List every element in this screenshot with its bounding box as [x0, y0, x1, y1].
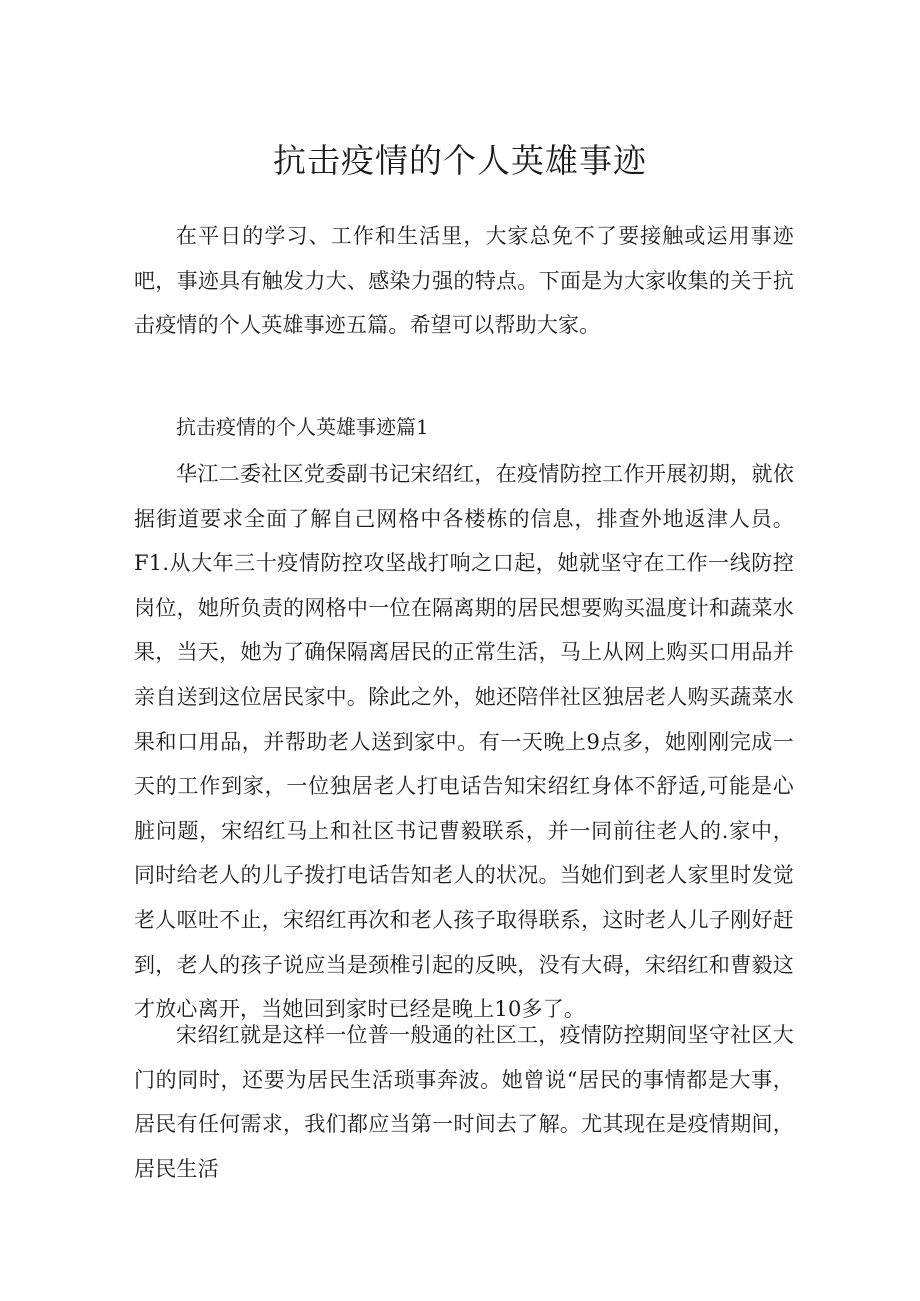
- body-paragraph-2: 宋绍红就是这样一位普一般通的社区工，疫情防控期间坚守社区大门的同时，还要为居民生活琐事奔波。她曾说“居民的事情都是大事，居民有任何需求，我们都应当第一时间去了解。尤其现在是疫情期间，居民生活: [134, 1023, 794, 1181]
- intro-paragraph: 在平日的学习、工作和生活里，大家总免不了要接触或运用事迹吧，事迹具有触发力大、感染力强的特点。下面是为大家收集的关于抗击疫情的个人英雄事迹五篇。希望可以帮助大家。: [134, 224, 794, 338]
- body-paragraph-1: 华江二委社区党委副书记宋绍红，在疫情防控工作开展初期，就依据街道要求全面了解自己网格中各楼栋的信息，排查外地返津人员。F1.从大年三十疫情防控攻坚战打响之口起，她就坚守在工作一线防控岗位，她所负责的网格中一位在隔离期的居民想要购买温度计和蔬菜水果，当天，她为了确保隔离居民的正常生活，马上从网上购买口用品并亲自送到这位居民家中。除此之外，她还陪伴社区独居老人购买蔬菜水果和口用品，并帮助老人送到家中。有一天晚上9点多，她刚刚完成一天的工作到家，一位独居老人打电话告知宋绍红身体不舒适,可能是心脏问题，宋绍红马上和社区书记曹毅联系，并一同前往老人的.家中，同时给老人的儿子拨打电话告知老人的状况。当她们到老人家里时发觉老人呕吐不止，宋绍红再次和老人孩子取得联系，这时老人儿子刚好赶到，老人的孩子说应当是颈椎引起的反映，没有大碍，宋绍红和曹毅这才放心离开，当她回到家时已经是晚上10多了。: [134, 462, 794, 1022]
- section-heading: 抗击疫情的个人英雄事迹篇1: [176, 415, 429, 439]
- document-title: 抗击疫情的个人英雄事迹: [273, 141, 647, 180]
